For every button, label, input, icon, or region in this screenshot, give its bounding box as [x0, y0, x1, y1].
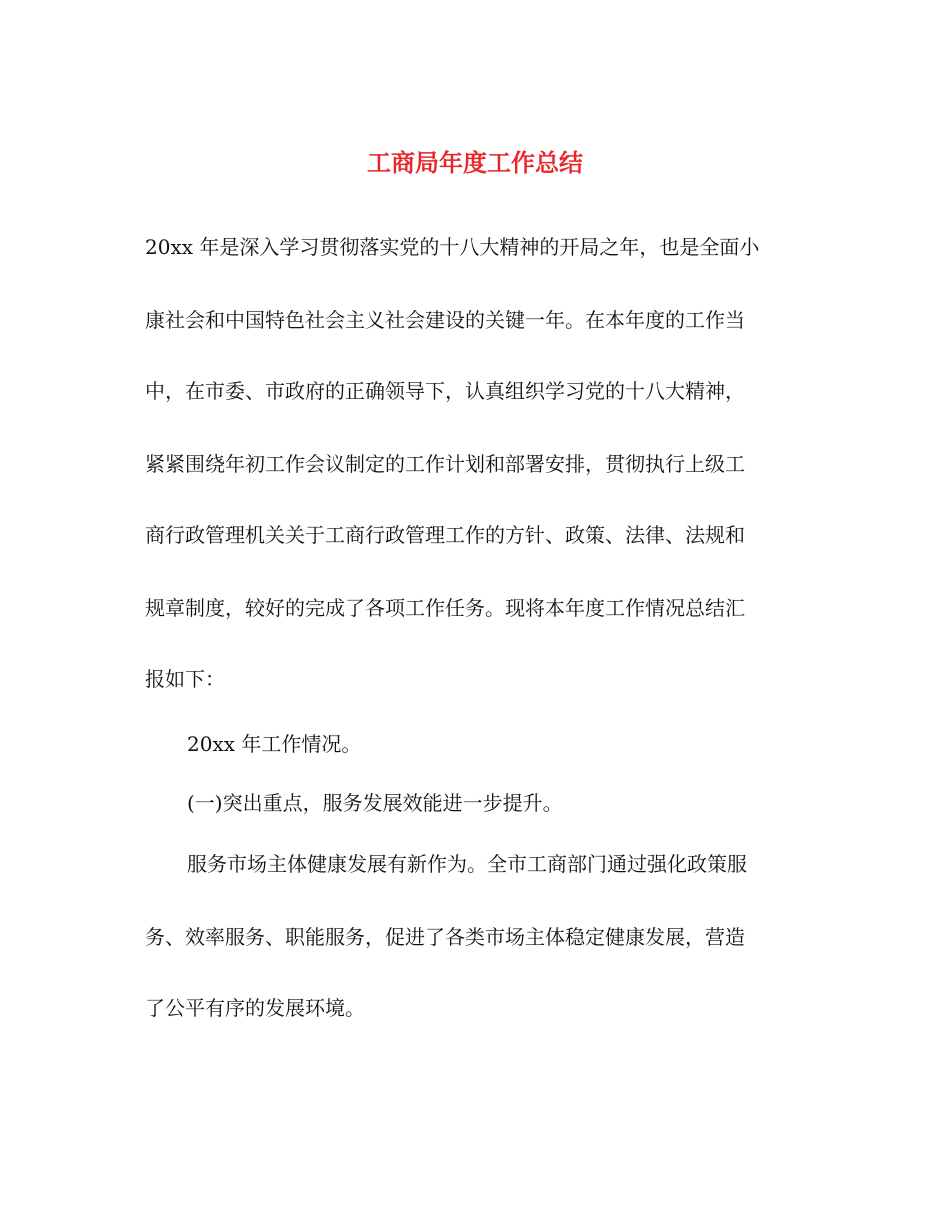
paragraph-line: 规章制度，较好的完成了各项工作任务。现将本年度工作情况总结汇 [145, 596, 745, 620]
document-title: 工商局年度工作总结 [367, 149, 583, 177]
section-heading: 20xx 年工作情况。 [187, 732, 362, 756]
paragraph-line: 紧紧围绕年初工作会议制定的工作计划和部署安排，贯彻执行上级工 [145, 452, 745, 476]
paragraph-line: 20xx 年是深入学习贯彻落实党的十八大精神的开局之年，也是全面小 [145, 235, 760, 259]
subsection-heading: (一)突出重点，服务发展效能进一步提升。 [187, 791, 563, 815]
paragraph-line: 了公平有序的发展环境。 [145, 996, 365, 1020]
paragraph-line: 务、效率服务、职能服务，促进了各类市场主体稳定健康发展，营造 [145, 925, 745, 949]
paragraph-line: 康社会和中国特色社会主义社会建设的关键一年。在本年度的工作当 [145, 308, 745, 332]
paragraph-line: 报如下： [145, 667, 225, 691]
paragraph-line: 商行政管理机关关于工商行政管理工作的方针、政策、法律、法规和 [145, 523, 745, 547]
paragraph-line: 服务市场主体健康发展有新作为。全市工商部门通过强化政策服 [187, 852, 747, 876]
paragraph-line: 中，在市委、市政府的正确领导下，认真组织学习党的十八大精神， [145, 379, 745, 403]
